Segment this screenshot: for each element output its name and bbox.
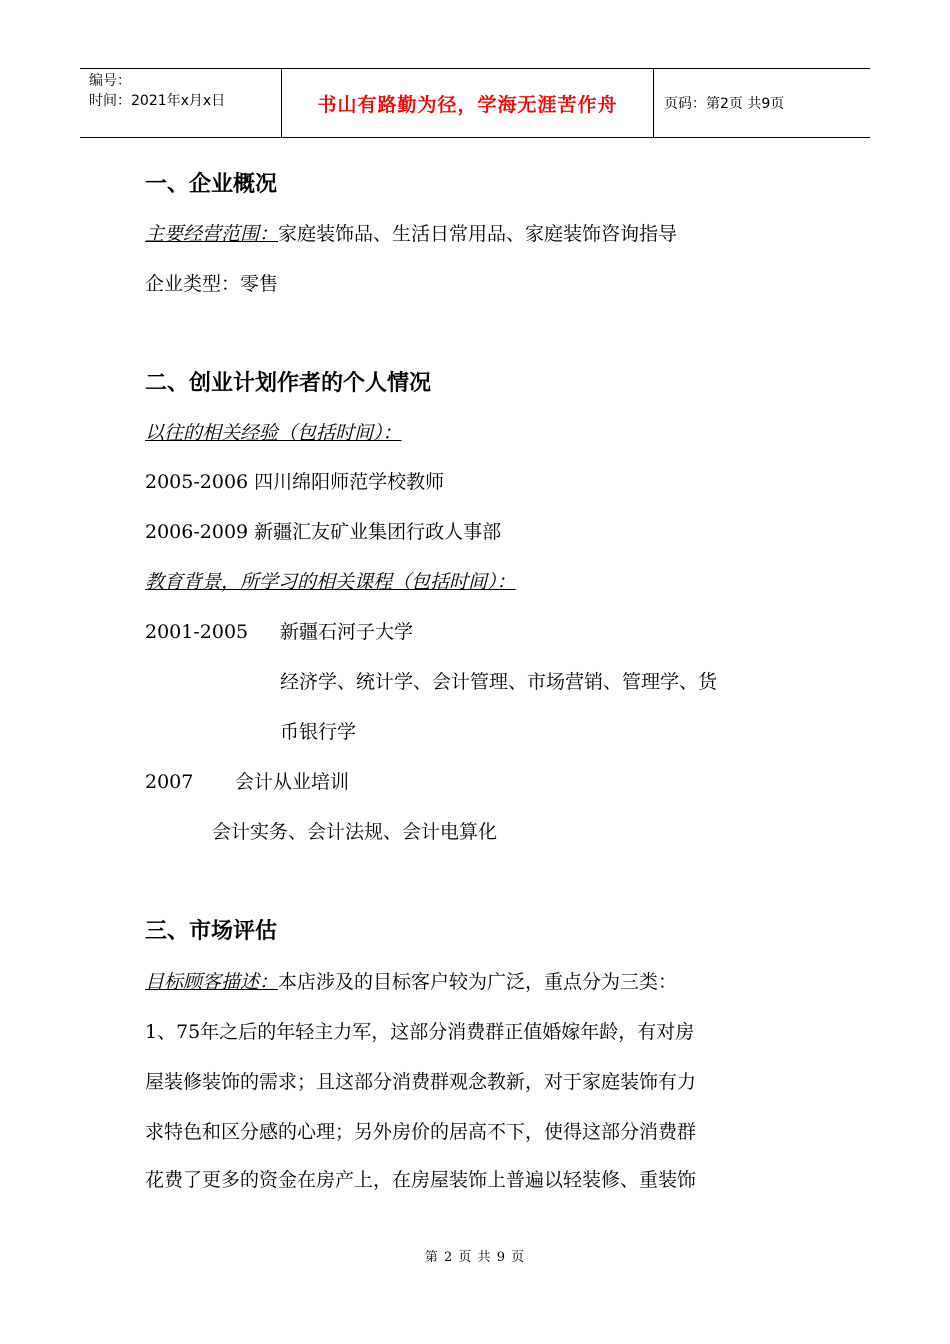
edu1-year: 2001-2005 — [145, 621, 249, 643]
number-label: 编号： — [89, 73, 131, 89]
section1-heading: 一、企业概况 — [145, 172, 278, 197]
scope-text: 家庭装饰品、生活日常用品、家庭装饰咨询指导 — [278, 223, 678, 245]
experience-item: 2005-2006 四川绵阳师范学校教师 — [145, 471, 445, 493]
page-header — [80, 68, 870, 138]
edu2-courses: 会计实务、会计法规、会计电算化 — [212, 821, 498, 843]
education-label-line — [145, 567, 516, 597]
scope-label: 主要经营范围： — [145, 223, 279, 245]
paragraph-line: 1、75年之后的年轻主力军，这部分消费群正值婚嫁年龄，有对房 — [145, 1021, 695, 1043]
target-line — [145, 967, 677, 997]
header-page-info — [654, 69, 870, 137]
page-footer: 第 2 页 共 9 页 — [424, 1250, 526, 1265]
section2-heading: 二、创业计划作者的个人情况 — [145, 371, 432, 396]
paragraph-line: 花费了更多的资金在房产上，在房屋装饰上普遍以轻装修、重装饰 — [145, 1169, 697, 1191]
header-motto-cell — [282, 69, 654, 137]
header-meta — [80, 69, 282, 137]
section3-heading: 三、市场评估 — [145, 919, 278, 944]
target-label: 目标顾客描述： — [145, 971, 279, 993]
education-label: 教育背景，所学习的相关课程（包括时间）： — [145, 571, 516, 593]
paragraph-line: 求特色和区分感的心理；另外房价的居高不下，使得这部分消费群 — [145, 1121, 697, 1143]
paragraph-line: 屋装修装饰的需求；且这部分消费群观念教新，对于家庭装饰有力 — [145, 1071, 697, 1093]
target-text: 本店涉及的目标客户较为广泛，重点分为三类： — [278, 971, 678, 993]
edu1-school: 新疆石河子大学 — [280, 621, 414, 643]
experience-label: 以往的相关经验（包括时间）： — [145, 422, 402, 444]
experience-label-line — [145, 418, 402, 448]
edu2-year: 2007 — [145, 771, 194, 793]
type-line: 企业类型：零售 — [145, 273, 279, 295]
edu1-courses-line1: 经济学、统计学、会计管理、市场营销、管理学、货 — [280, 671, 718, 693]
experience-item: 2006-2009 新疆汇友矿业集团行政人事部 — [145, 521, 502, 543]
motto: 书山有路勤为径，学海无涯苦作舟 — [317, 93, 618, 116]
page-info: 页码：第2页 共9页 — [664, 96, 785, 112]
edu1-courses-line2: 币银行学 — [280, 721, 357, 743]
date-label: 时间：2021年x月x日 — [89, 93, 226, 109]
scope-line — [145, 219, 677, 249]
edu2-title: 会计从业培训 — [235, 771, 350, 793]
